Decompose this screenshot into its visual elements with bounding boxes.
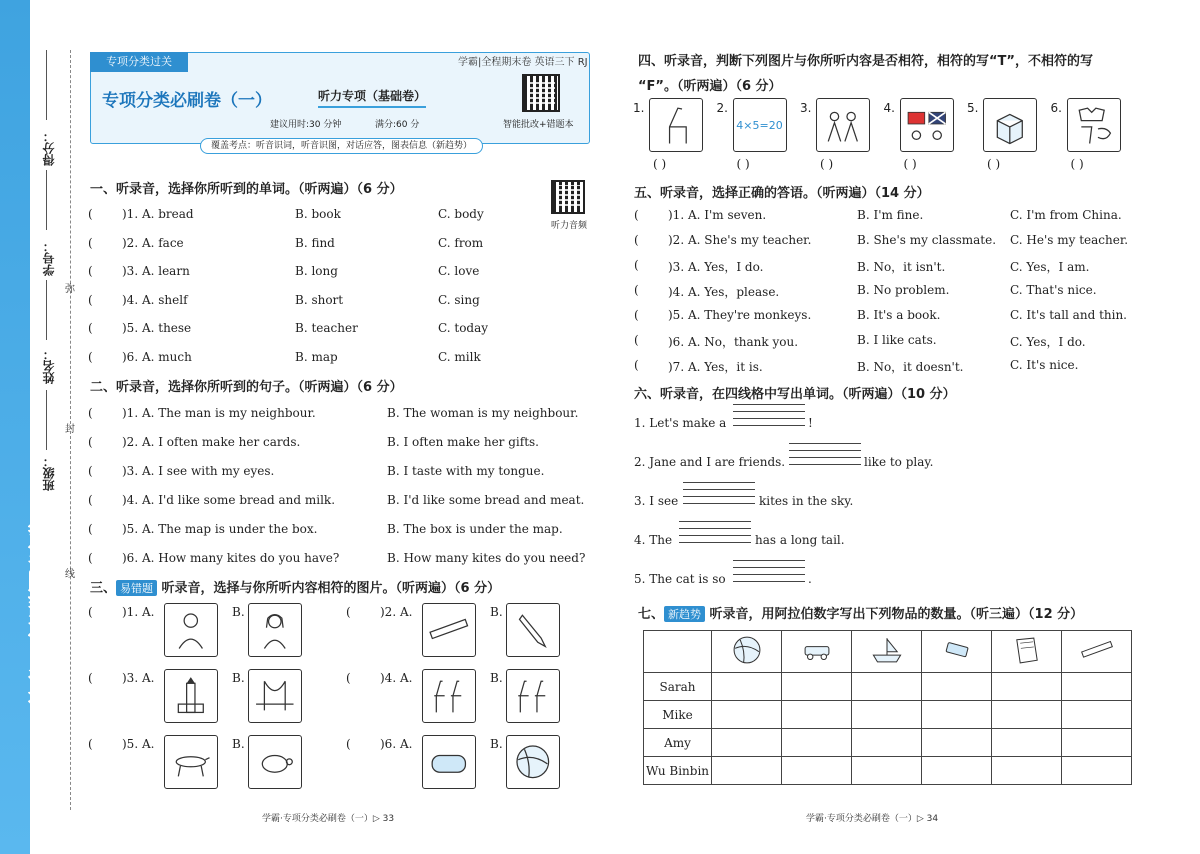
count-input-cell[interactable]: [712, 673, 782, 701]
four-line-grid[interactable]: [733, 404, 805, 426]
reply-b[interactable]: B. I like cats.: [857, 333, 937, 347]
section-2-title: 二、听录音，选择你所听到的句子。（听两遍）（6 分）: [90, 380, 403, 395]
series-label: 学霸|全程期末卷 英语三下 RJ: [458, 57, 588, 68]
sentence-suffix: .: [808, 572, 812, 586]
count-input-cell[interactable]: [782, 673, 852, 701]
giraffe-icon: [655, 104, 697, 146]
sentence-a[interactable]: )4. A. I'd like some bread and milk.: [122, 493, 336, 507]
section-5-title: 五、听录音，选择正确的答语。（听两遍）（14 分）: [634, 186, 930, 201]
eraser-icon: [940, 633, 974, 667]
count-input-cell[interactable]: [712, 701, 782, 729]
brand-logo: 学霸·全程期末卷: [28, 515, 56, 709]
picture-option-b[interactable]: [506, 603, 560, 657]
option-b-label: B.: [490, 605, 503, 619]
math-text: 4×5=20: [736, 118, 783, 132]
answer-paren[interactable]: (: [634, 358, 639, 372]
item-cell: [1062, 631, 1132, 673]
count-input-cell[interactable]: [1062, 757, 1132, 785]
clothes-icon: [1073, 104, 1115, 146]
sentence-b[interactable]: B. The box is under the map.: [387, 522, 563, 536]
count-input-cell[interactable]: [782, 729, 852, 757]
answer-paren[interactable]: (: [88, 737, 93, 751]
reply-a[interactable]: )5. A. They're monkeys.: [668, 308, 812, 322]
picture-option-b[interactable]: [248, 603, 302, 657]
count-input-cell[interactable]: [852, 701, 922, 729]
reply-b[interactable]: B. I'm fine.: [857, 208, 924, 222]
option-b[interactable]: B. find: [295, 235, 335, 250]
option-c[interactable]: C. today: [438, 321, 489, 335]
picture-option-a[interactable]: [422, 669, 476, 723]
sentence-prefix: 5. The cat is so: [634, 572, 726, 586]
sentence-b[interactable]: B. I taste with my tongue.: [387, 464, 545, 478]
seal-word-1: 弥: [65, 284, 75, 295]
reply-c[interactable]: C. It's tall and thin.: [1010, 308, 1127, 322]
reply-b[interactable]: B. It's a book.: [857, 308, 941, 322]
giraffes-icon: [428, 675, 470, 717]
boy-icon: [170, 609, 212, 651]
sentence-a[interactable]: )2. A. I often make her cards.: [122, 435, 301, 449]
option-b-label: B.: [232, 737, 245, 751]
tf-answer-paren[interactable]: ( ): [1070, 157, 1084, 171]
answer-paren[interactable]: (: [346, 737, 351, 751]
sentence-a[interactable]: )1. A. The man is my neighbour.: [122, 406, 316, 420]
count-input-cell[interactable]: [992, 757, 1062, 785]
flags-icon: [906, 104, 948, 146]
student-name: Wu Binbin: [644, 757, 712, 785]
option-b-label: B.: [232, 605, 245, 619]
reply-a[interactable]: )7. A. Yes，it is.: [668, 360, 763, 374]
answer-paren[interactable]: (: [88, 522, 93, 536]
answer-paren[interactable]: (: [634, 258, 639, 272]
count-input-cell[interactable]: [1062, 701, 1132, 729]
picture-option-a[interactable]: [422, 735, 476, 789]
reply-c[interactable]: C. He's my teacher.: [1010, 233, 1129, 247]
reply-a[interactable]: )2. A. She's my teacher.: [668, 233, 812, 247]
count-input-cell[interactable]: [712, 729, 782, 757]
answer-paren[interactable]: (: [88, 406, 93, 420]
count-input-cell[interactable]: [1062, 673, 1132, 701]
sentence-suffix: !: [808, 416, 813, 430]
count-input-cell[interactable]: [992, 729, 1062, 757]
ball-icon: [730, 633, 764, 667]
picture-option-a[interactable]: [164, 669, 218, 723]
answer-paren[interactable]: (: [634, 208, 639, 222]
four-line-grid[interactable]: [683, 482, 755, 504]
section-3-text: 听录音，选择与你所听内容相符的图片。（听两遍）（6 分）: [157, 581, 501, 596]
reply-a[interactable]: )6. A. No，thank you.: [668, 335, 799, 349]
time-label: 建议用时:30 分钟: [270, 120, 342, 130]
reply-c[interactable]: C. I'm from China.: [1010, 208, 1122, 222]
section-4-title-2: “F”。（听两遍）（6 分）: [638, 79, 782, 94]
box-icon: [989, 104, 1031, 146]
class-label: 班级：: [42, 455, 56, 491]
option-b[interactable]: B. book: [295, 207, 341, 221]
tf-picture: [816, 98, 870, 152]
tf-answer-paren[interactable]: ( ): [736, 157, 750, 171]
bridge-icon: [254, 675, 296, 717]
tf-answer-paren[interactable]: ( ): [653, 157, 667, 171]
section-1-title: 一、听录音，选择你所听到的单词。（听两遍）（6 分）: [90, 182, 403, 197]
book-icon: [1010, 633, 1044, 667]
count-input-cell[interactable]: [782, 757, 852, 785]
answer-paren[interactable]: (: [634, 283, 639, 297]
score-total-label: 满分:60 分: [375, 120, 420, 130]
option-c[interactable]: C. love: [438, 264, 480, 278]
count-input-cell[interactable]: [782, 701, 852, 729]
sentence-b[interactable]: B. How many kites do you need?: [387, 551, 586, 565]
count-input-cell[interactable]: [852, 673, 922, 701]
pen-icon: [512, 609, 554, 651]
count-input-cell[interactable]: [992, 673, 1062, 701]
picture-number: 2.: [716, 101, 728, 115]
reply-b[interactable]: B. No，it isn't.: [857, 260, 946, 274]
picture-option-b[interactable]: [506, 735, 560, 789]
tower-icon: [170, 675, 212, 717]
picture-number: 5.: [967, 101, 979, 115]
trend-badge: 新趋势: [664, 606, 705, 622]
picture-option-b[interactable]: [506, 669, 560, 723]
sentence-a[interactable]: )6. A. How many kites do you have?: [122, 551, 340, 565]
option-a-label: )3. A.: [122, 671, 155, 685]
four-line-grid[interactable]: [679, 521, 751, 543]
count-table: [643, 630, 1132, 785]
audio-label: 听力音频: [551, 221, 588, 231]
sentence-b[interactable]: B. I often make her gifts.: [387, 435, 539, 449]
option-b-label: B.: [490, 737, 503, 751]
reply-c[interactable]: C. That's nice.: [1010, 283, 1097, 297]
car-icon: [800, 633, 834, 667]
answer-paren[interactable]: (: [346, 605, 351, 619]
name-line-top: [46, 280, 47, 340]
reply-a[interactable]: )4. A. Yes，please.: [668, 285, 780, 299]
answer-paren[interactable]: (: [88, 671, 93, 685]
count-input-cell[interactable]: [1062, 729, 1132, 757]
picture-number: 6.: [1050, 101, 1062, 115]
sentence-b[interactable]: B. I'd like some bread and meat.: [387, 493, 585, 507]
item-cell: [922, 631, 992, 673]
ship-icon: [870, 633, 904, 667]
answer-paren[interactable]: (: [346, 671, 351, 685]
picture-option-a[interactable]: [164, 603, 218, 657]
section-7-prefix: 七、: [638, 607, 665, 622]
sentence-suffix: like to play.: [864, 455, 934, 469]
answer-paren[interactable]: (: [88, 493, 93, 507]
answer-paren[interactable]: (: [88, 321, 93, 335]
reply-a[interactable]: )3. A. Yes，I do.: [668, 260, 764, 274]
item-cell: [992, 631, 1062, 673]
answer-paren[interactable]: (: [634, 308, 639, 322]
option-a[interactable]: )5. A. these: [122, 321, 192, 335]
sentence-prefix: 3. I see: [634, 494, 679, 508]
section-3-prefix: 三、: [90, 581, 117, 596]
ruler-icon: [428, 609, 470, 651]
hippo-icon: [428, 741, 470, 783]
qr-code-icon[interactable]: [522, 74, 560, 112]
option-c[interactable]: C. sing: [438, 292, 480, 307]
option-a-label: )1. A.: [122, 605, 155, 619]
coverage-pill: 覆盖考点：听音识词，听音识图，对话应答，图表信息（新趋势）: [200, 138, 483, 154]
student-id-label: 学号：: [42, 240, 56, 276]
score-label: 得分：: [42, 130, 56, 166]
picture-number: 3.: [800, 101, 812, 115]
giraffes-icon: [512, 675, 554, 717]
reply-a[interactable]: )1. A. I'm seven.: [668, 208, 767, 222]
student-name: Sarah: [644, 673, 712, 701]
picture-number: 4.: [883, 101, 895, 115]
four-line-grid[interactable]: [733, 560, 805, 582]
reply-c[interactable]: C. Yes，I am.: [1010, 260, 1090, 274]
page-title: 专项分类必刷卷（一）: [102, 91, 272, 111]
corner-cell: [644, 631, 712, 673]
answer-paren[interactable]: (: [88, 464, 93, 478]
sentence-suffix: has a long tail.: [755, 533, 845, 547]
ball-icon: [512, 741, 554, 783]
tricky-badge: 易错题: [116, 580, 157, 596]
answer-paren[interactable]: (: [634, 233, 639, 247]
family-icon: [822, 104, 864, 146]
answer-paren[interactable]: (: [88, 605, 93, 619]
answer-paren[interactable]: (: [88, 207, 93, 221]
tf-answer-paren[interactable]: ( ): [987, 157, 1001, 171]
four-line-grid[interactable]: [789, 443, 861, 465]
answer-paren[interactable]: (: [88, 349, 93, 364]
answer-paren[interactable]: (: [88, 435, 93, 449]
section-7-title: [638, 603, 1083, 622]
sentence-prefix: 4. The: [634, 533, 673, 547]
option-a[interactable]: )1. A. bread: [122, 207, 194, 221]
option-a[interactable]: )4. A. shelf: [122, 292, 188, 307]
option-a-label: )5. A.: [122, 737, 155, 751]
picture-option-b[interactable]: [248, 669, 302, 723]
answer-paren[interactable]: (: [88, 292, 93, 307]
tf-answer-paren[interactable]: ( ): [903, 157, 917, 171]
class-line-top: [46, 390, 47, 450]
page-subtitle: 听力专项（基础卷）: [318, 87, 426, 108]
turtle-icon: [254, 741, 296, 783]
picture-number: 1.: [633, 101, 645, 115]
audio-qr-icon[interactable]: [551, 180, 585, 214]
sentence-suffix: kites in the sky.: [759, 494, 854, 508]
score-line: [46, 50, 47, 120]
option-b[interactable]: B. long: [295, 264, 338, 278]
option-b[interactable]: B. teacher: [295, 321, 358, 335]
reply-b[interactable]: B. She's my classmate.: [857, 233, 997, 247]
option-b[interactable]: B. map: [295, 349, 338, 364]
ruler-icon: [1080, 633, 1114, 667]
header-tag: 专项分类过关: [90, 52, 188, 72]
item-cell: [782, 631, 852, 673]
count-input-cell[interactable]: [922, 729, 992, 757]
reply-c[interactable]: C. Yes，I do.: [1010, 335, 1086, 349]
option-c[interactable]: C. milk: [438, 349, 481, 364]
option-a[interactable]: )6. A. much: [122, 349, 192, 364]
tf-picture: [649, 98, 703, 152]
reply-c[interactable]: C. It's nice.: [1010, 358, 1079, 372]
reply-b[interactable]: B. No，it doesn't.: [857, 360, 964, 374]
count-input-cell[interactable]: [922, 757, 992, 785]
count-input-cell[interactable]: [712, 757, 782, 785]
count-input-cell[interactable]: [852, 729, 922, 757]
answer-paren[interactable]: (: [634, 333, 639, 347]
answer-paren[interactable]: (: [88, 235, 93, 250]
count-input-cell[interactable]: [852, 757, 922, 785]
option-c[interactable]: C. from: [438, 235, 484, 250]
count-input-cell[interactable]: [992, 701, 1062, 729]
section-6-title: 六、听录音，在四线格中写出单词。（听两遍）（10 分）: [634, 387, 956, 402]
footer-left: 学霸·专项分类必刷卷（一）▷ 33: [262, 814, 395, 824]
picture-option-a[interactable]: [164, 735, 218, 789]
tf-answer-paren[interactable]: ( ): [820, 157, 834, 171]
count-input-cell[interactable]: [922, 701, 992, 729]
option-b[interactable]: B. short: [295, 292, 344, 307]
item-cell: [712, 631, 782, 673]
footer-right: 学霸·专项分类必刷卷（一）▷ 34: [806, 814, 939, 824]
option-a-label: )4. A.: [380, 671, 413, 685]
option-b-label: B.: [490, 671, 503, 685]
option-a-label: )6. A.: [380, 737, 413, 751]
name-label: 姓名：: [42, 348, 56, 384]
tf-picture: [900, 98, 954, 152]
option-b-label: B.: [232, 671, 245, 685]
picture-option-a[interactable]: [422, 603, 476, 657]
picture-option-b[interactable]: [248, 735, 302, 789]
sentence-prefix: 1. Let's make a: [634, 416, 727, 430]
answer-paren[interactable]: (: [88, 551, 93, 565]
section-4-title: 四、听录音，判断下列图片与你所听内容是否相符，相符的写“T”，不相符的写: [638, 54, 1093, 69]
tf-picture: [733, 98, 787, 152]
section-3-title: [90, 577, 500, 596]
section-7-text: 听录音，用阿拉伯数字写出下列物品的数量。（听三遍）（12 分）: [705, 607, 1084, 622]
seal-word-3: 线: [65, 569, 75, 580]
option-a[interactable]: )3. A. learn: [122, 264, 190, 278]
seal-word-2: 封: [65, 424, 75, 435]
option-a-label: )2. A.: [380, 605, 413, 619]
sentence-a[interactable]: )5. A. The map is under the box.: [122, 522, 318, 536]
option-a[interactable]: )2. A. face: [122, 235, 184, 250]
sentence-prefix: 2. Jane and I are friends.: [634, 455, 786, 469]
sentence-b[interactable]: B. The woman is my neighbour.: [387, 406, 579, 420]
id-line-top: [46, 170, 47, 230]
option-c[interactable]: C. body: [438, 207, 484, 221]
count-input-cell[interactable]: [922, 673, 992, 701]
student-name: Mike: [644, 701, 712, 729]
qr-label: 智能批改+错题本: [503, 120, 574, 130]
tf-picture: [983, 98, 1037, 152]
student-name: Amy: [644, 729, 712, 757]
reply-b[interactable]: B. No problem.: [857, 283, 950, 297]
left-margin-strip: [0, 0, 30, 854]
leopard-icon: [170, 741, 212, 783]
sentence-a[interactable]: )3. A. I see with my eyes.: [122, 464, 275, 478]
answer-paren[interactable]: (: [88, 264, 93, 278]
item-cell: [852, 631, 922, 673]
girl-icon: [254, 609, 296, 651]
tf-picture: [1067, 98, 1121, 152]
